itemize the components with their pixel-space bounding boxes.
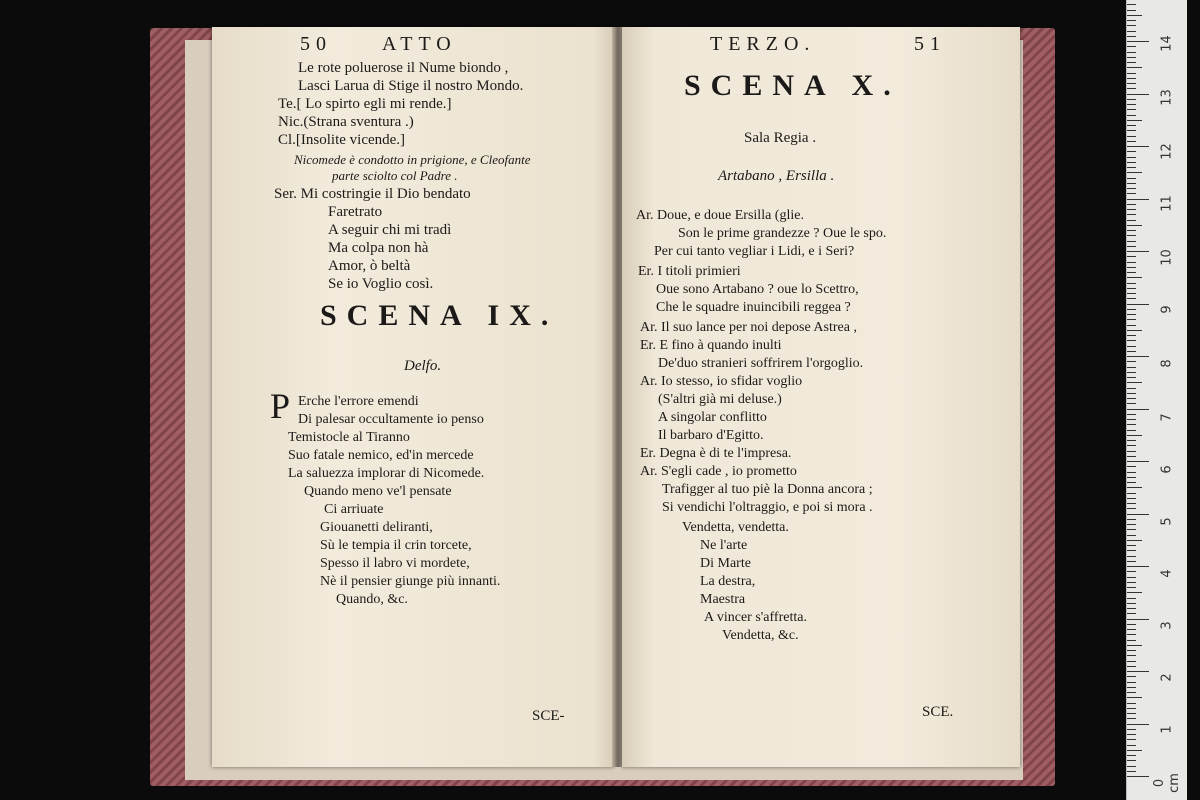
ruler-tick	[1127, 120, 1142, 121]
ruler-tick	[1127, 603, 1136, 604]
ruler-tick	[1127, 20, 1136, 21]
ruler-tick	[1127, 10, 1136, 11]
ruler-tick	[1127, 267, 1136, 268]
ruler-tick	[1127, 293, 1136, 294]
ruler-tick	[1127, 193, 1136, 194]
ruler-tick	[1127, 277, 1142, 278]
verse-line: Per cui tanto vegliar i Lidi, e i Seri?	[654, 244, 855, 259]
ruler-tick	[1127, 503, 1136, 504]
verse-line: A vincer s'affretta.	[704, 610, 807, 625]
ruler-tick	[1127, 283, 1136, 284]
ruler-tick	[1127, 83, 1136, 84]
ruler-tick	[1127, 88, 1136, 89]
verse-line: Er. Degna è di te l'impresa.	[640, 446, 792, 461]
verse-line: Spesso il labro vi mordete,	[320, 556, 470, 571]
ruler-tick	[1127, 262, 1136, 263]
ruler-tick	[1127, 141, 1136, 142]
ruler-tick	[1127, 598, 1136, 599]
ruler-tick	[1127, 571, 1136, 572]
left-running-head: ATTO	[382, 33, 457, 55]
ruler-tick	[1127, 46, 1136, 47]
verse-line: La destra,	[700, 574, 756, 589]
ruler-tick	[1127, 566, 1149, 567]
ruler-tick	[1127, 587, 1136, 588]
verse-line: Si vendichi l'oltraggio, e poi si mora .	[662, 500, 873, 515]
verse-line: Lasci Larua di Stige il nostro Mondo.	[298, 78, 524, 94]
ruler-tick	[1127, 304, 1149, 305]
verse-line: Vendetta, &c.	[722, 628, 799, 643]
ruler-tick	[1127, 151, 1136, 152]
ruler-tick	[1127, 640, 1136, 641]
right-running-head: TERZO.	[710, 33, 816, 55]
ruler-tick	[1127, 382, 1142, 383]
ruler-tick	[1127, 104, 1136, 105]
ruler-tick	[1127, 482, 1136, 483]
verse-line: Nè il pensier giunge più innanti.	[320, 574, 501, 589]
verse-line: (S'altri già mi deluse.)	[658, 392, 782, 407]
ruler-tick	[1127, 734, 1136, 735]
right-page-number: 51	[914, 33, 946, 55]
ruler-tick	[1127, 676, 1136, 677]
ruler-tick	[1127, 41, 1149, 42]
ruler-tick	[1127, 687, 1136, 688]
verse-line: Er. I titoli primieri	[638, 264, 741, 279]
ruler-tick	[1127, 451, 1136, 452]
speaker-names: Artabano , Ersilla .	[718, 168, 835, 184]
ruler-tick	[1127, 729, 1136, 730]
scene-heading: SCENA X.	[684, 69, 901, 102]
ruler-tick	[1127, 204, 1136, 205]
verse-line: Ci arriuate	[324, 502, 384, 517]
verse-line: Sù le tempia il crin torcete,	[320, 538, 472, 553]
verse-line: Nic.(Strana sventura .)	[278, 114, 414, 130]
ruler-tick	[1127, 99, 1136, 100]
ruler-tick	[1127, 666, 1136, 667]
ruler-label: 5	[1159, 517, 1175, 526]
ruler-tick	[1127, 4, 1136, 5]
ruler-tick	[1127, 577, 1136, 578]
ruler-tick	[1127, 388, 1136, 389]
ruler-tick	[1127, 314, 1136, 315]
ruler-tick	[1127, 461, 1149, 462]
ruler-tick	[1127, 755, 1136, 756]
ruler-tick	[1127, 671, 1149, 672]
verse-line: Trafigger al tuo piè la Donna ancora ;	[662, 482, 873, 497]
ruler-tick	[1127, 745, 1136, 746]
ruler-tick	[1127, 361, 1136, 362]
ruler-tick	[1127, 167, 1136, 168]
scene-heading: SCENA IX.	[320, 299, 559, 332]
verse-line: Suo fatale nemico, ed'in mercede	[288, 448, 474, 463]
verse-line: La saluezza implorar di Nicomede.	[288, 466, 485, 481]
ruler-tick	[1127, 718, 1136, 719]
ruler-tick	[1127, 519, 1136, 520]
ruler-tick	[1127, 125, 1136, 126]
ruler-tick	[1127, 109, 1136, 110]
ruler-tick	[1127, 214, 1136, 215]
verse-line: Er. E fino à quando inulti	[640, 338, 782, 353]
ruler-label: 3	[1159, 621, 1175, 630]
ruler-tick	[1127, 508, 1136, 509]
ruler-tick	[1127, 445, 1136, 446]
ruler-tick	[1127, 493, 1136, 494]
ruler-tick	[1127, 25, 1136, 26]
ruler-label: 11	[1159, 195, 1175, 212]
stage-direction: Nicomede è condotto in prigione, e Cleofante	[294, 152, 531, 167]
verse-line: Erche l'errore emendi	[298, 394, 419, 409]
ruler-tick	[1127, 529, 1136, 530]
ruler-label: 13	[1159, 89, 1175, 106]
verse-line: Quando, &c.	[336, 592, 408, 607]
verse-line: Le rote poluerose il Nume biondo ,	[298, 60, 509, 76]
ruler-tick	[1127, 172, 1142, 173]
ruler-tick	[1127, 692, 1136, 693]
ruler-tick	[1127, 367, 1136, 368]
verse-line: Ar. Doue, e doue Ersilla (glie.	[636, 208, 804, 223]
verse-line: Ne l'arte	[700, 538, 748, 553]
ruler-label: 6	[1159, 465, 1175, 474]
ruler-tick	[1127, 466, 1136, 467]
left-page	[212, 27, 614, 767]
ruler-tick	[1127, 183, 1136, 184]
ruler-tick	[1127, 582, 1136, 583]
ruler-tick	[1127, 115, 1136, 116]
ruler-tick	[1127, 256, 1136, 257]
ruler-label: 9	[1159, 305, 1175, 314]
ruler-tick	[1127, 708, 1136, 709]
ruler-tick	[1127, 487, 1142, 488]
ruler-tick	[1127, 430, 1136, 431]
ruler-tick	[1127, 136, 1136, 137]
ruler-tick	[1127, 199, 1149, 200]
ruler-tick	[1127, 325, 1136, 326]
ruler-tick	[1127, 760, 1136, 761]
verse-line: A singolar conflitto	[658, 410, 767, 425]
ruler-tick	[1127, 645, 1142, 646]
verse-line: Temistocle al Tiranno	[288, 430, 410, 445]
ruler-tick	[1127, 619, 1149, 620]
ruler-tick	[1127, 766, 1136, 767]
ruler-tick	[1127, 241, 1136, 242]
ruler-tick	[1127, 393, 1136, 394]
ruler-tick	[1127, 62, 1136, 63]
ruler-tick	[1127, 750, 1142, 751]
ruler-tick	[1127, 272, 1136, 273]
ruler-tick	[1127, 414, 1136, 415]
ruler-tick	[1127, 225, 1142, 226]
ruler-tick	[1127, 220, 1136, 221]
verse-line: Faretrato	[328, 204, 383, 220]
ruler-tick	[1127, 713, 1136, 714]
verse-line: Giouanetti deliranti,	[320, 520, 433, 535]
ruler-tick	[1127, 634, 1136, 635]
ruler-tick	[1127, 78, 1136, 79]
ruler-tick	[1127, 157, 1136, 158]
ruler-tick	[1127, 771, 1136, 772]
ruler-tick	[1127, 319, 1136, 320]
ruler-tick	[1127, 298, 1136, 299]
verse-line: Ar. Io stesso, io sfidar voglio	[640, 374, 803, 389]
scene-location: Sala Regia .	[744, 130, 817, 146]
ruler-tick	[1127, 67, 1142, 68]
ruler-tick	[1127, 209, 1136, 210]
verse-line: Son le prime grandezze ? Oue le spo.	[678, 226, 887, 241]
ruler-tick	[1127, 524, 1136, 525]
speaker-name: Delfo.	[404, 358, 442, 374]
ruler-tick	[1127, 356, 1149, 357]
ruler-tick	[1127, 545, 1136, 546]
ruler-tick	[1127, 188, 1136, 189]
verse-line: Il barbaro d'Egitto.	[658, 428, 764, 443]
ruler-tick	[1127, 403, 1136, 404]
ruler-tick	[1127, 498, 1136, 499]
verse-line: A seguir chi mi tradì	[328, 222, 452, 238]
ruler-tick	[1127, 398, 1136, 399]
verse-line: Cl.[Insolite vicende.]	[278, 132, 406, 148]
ruler-tick	[1127, 535, 1136, 536]
verse-line: Se io Voglio così.	[328, 276, 434, 292]
verse-line: Di Marte	[700, 556, 751, 571]
left-page-number: 50	[300, 33, 332, 55]
ruler-tick	[1127, 655, 1136, 656]
catchword: SCE.	[922, 704, 954, 720]
drop-cap: P	[270, 386, 291, 426]
ruler-tick	[1127, 340, 1136, 341]
ruler-tick	[1127, 251, 1149, 252]
ruler-tick	[1127, 351, 1136, 352]
ruler-tick	[1127, 94, 1149, 95]
ruler-tick	[1127, 682, 1136, 683]
verse-line: Di palesar occultamente io penso	[298, 412, 484, 427]
ruler-tick	[1127, 514, 1149, 515]
ruler-tick	[1127, 230, 1136, 231]
verse-line: Ser. Mi costringie il Dio bendato	[274, 186, 471, 202]
ruler-tick	[1127, 52, 1136, 53]
ruler-tick	[1127, 592, 1142, 593]
catchword: SCE-	[532, 708, 565, 724]
verse-line: Amor, ò beltà	[328, 258, 411, 274]
ruler-tick	[1127, 36, 1136, 37]
verse-line: Ar. Il suo lance per noi depose Astrea ,	[640, 320, 857, 335]
ruler-label: 1	[1159, 725, 1175, 734]
ruler-tick	[1127, 703, 1136, 704]
ruler-tick	[1127, 472, 1136, 473]
ruler-tick	[1127, 346, 1136, 347]
ruler-tick	[1127, 419, 1136, 420]
right-page	[622, 27, 1020, 767]
ruler-tick	[1127, 440, 1136, 441]
verse-line: Maestra	[700, 592, 746, 607]
stage-direction: parte sciolto col Padre .	[332, 168, 458, 183]
verse-line: Oue sono Artabano ? oue lo Scettro,	[656, 282, 859, 297]
ruler-label: 7	[1159, 413, 1175, 422]
ruler-tick	[1127, 372, 1136, 373]
ruler-tick	[1127, 624, 1136, 625]
ruler-tick	[1127, 550, 1136, 551]
verse-line: De'duo stranieri soffrirem l'orgoglio.	[658, 356, 864, 371]
ruler-tick	[1127, 57, 1136, 58]
ruler-tick	[1127, 477, 1136, 478]
ruler-label: 4	[1159, 569, 1175, 578]
ruler-tick	[1127, 73, 1136, 74]
ruler-tick	[1127, 130, 1136, 131]
ruler-tick	[1127, 540, 1142, 541]
verse-line: Ar. S'egli cade , io prometto	[640, 464, 797, 479]
ruler-label: 0 cm	[1152, 773, 1182, 793]
ruler-tick	[1127, 724, 1149, 725]
ruler-label: 14	[1159, 35, 1175, 52]
verse-line: Te.[ Lo spirto egli mi rende.]	[278, 96, 452, 112]
ruler-tick	[1127, 739, 1136, 740]
ruler-label: 12	[1159, 143, 1175, 160]
ruler-tick	[1127, 456, 1136, 457]
ruler-tick	[1127, 288, 1136, 289]
ruler-label: 8	[1159, 359, 1175, 368]
ruler-tick	[1127, 330, 1142, 331]
ruler-tick	[1127, 561, 1136, 562]
ruler-tick	[1127, 146, 1149, 147]
ruler-tick	[1127, 650, 1136, 651]
measuring-ruler	[1126, 0, 1187, 800]
verse-line: Che le squadre inuincibili reggea ?	[656, 300, 851, 315]
ruler-tick	[1127, 235, 1136, 236]
ruler-tick	[1127, 424, 1136, 425]
ruler-tick	[1127, 377, 1136, 378]
ruler-tick	[1127, 15, 1142, 16]
ruler-tick	[1127, 162, 1136, 163]
verse-line: Vendetta, vendetta.	[682, 520, 789, 535]
ruler-tick	[1127, 309, 1136, 310]
verse-line: Quando meno ve'l pensate	[304, 484, 452, 499]
ruler-tick	[1127, 608, 1136, 609]
verse-line: Ma colpa non hà	[328, 240, 429, 256]
ruler-tick	[1127, 409, 1149, 410]
ruler-tick	[1127, 335, 1136, 336]
ruler-label: 2	[1159, 673, 1175, 682]
ruler-tick	[1127, 629, 1136, 630]
ruler-tick	[1127, 31, 1136, 32]
ruler-tick	[1127, 246, 1136, 247]
ruler-tick	[1127, 613, 1136, 614]
ruler-tick	[1127, 435, 1142, 436]
ruler-tick	[1127, 776, 1149, 777]
ruler-tick	[1127, 697, 1142, 698]
ruler-tick	[1127, 178, 1136, 179]
ruler-label: 10	[1159, 249, 1175, 266]
ruler-tick	[1127, 661, 1136, 662]
ruler-tick	[1127, 556, 1136, 557]
